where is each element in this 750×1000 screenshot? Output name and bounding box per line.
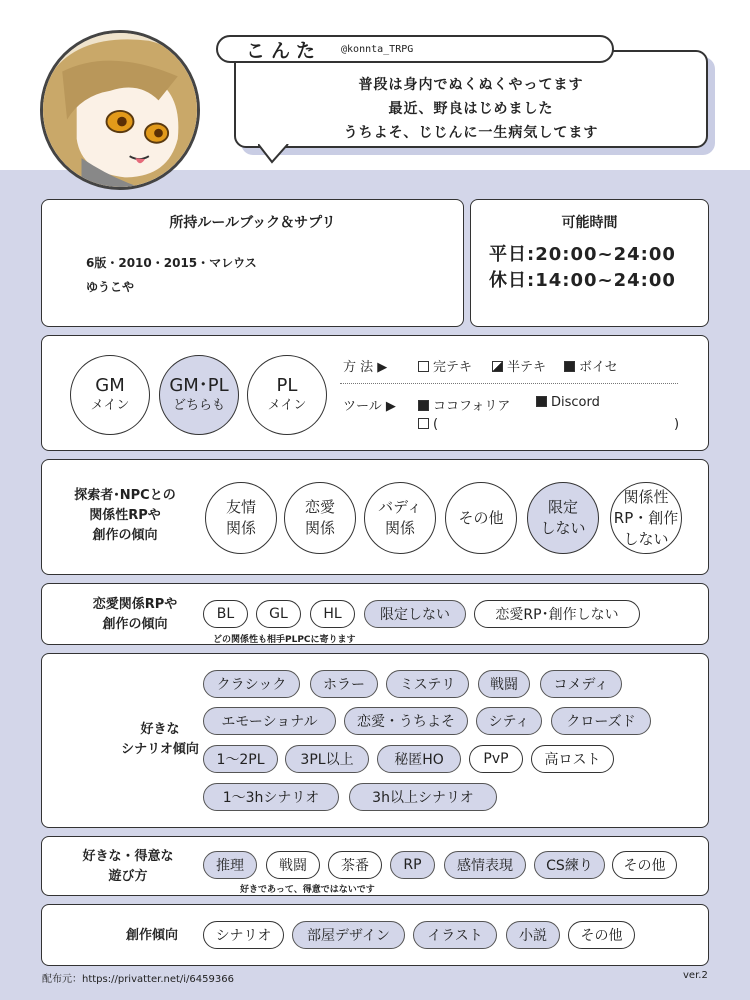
relation-option-4-line-0: 限定	[547, 498, 578, 516]
role-gm-main[interactable]	[70, 355, 150, 435]
method-option-1-label: 半テキ	[507, 360, 547, 375]
divider	[340, 383, 678, 384]
footer-source: 配布元：https://privatter.net/i/6459366	[42, 974, 234, 985]
scenario-option-12[interactable]: PvP	[469, 745, 523, 773]
avatar-portrait-image	[43, 33, 197, 187]
creation-option-4[interactable]: その他	[568, 921, 635, 949]
rulebook-line-1: 6版・2010・2015・マレウス	[86, 256, 257, 270]
relation-option-5[interactable]	[610, 482, 682, 554]
relation-option-2-line-0: バディ	[378, 498, 422, 516]
role-gm-main-bottom: メイン	[90, 398, 130, 413]
scenario-label	[100, 720, 220, 760]
relation-option-4[interactable]	[527, 482, 599, 554]
scenario-option-6[interactable]: 恋愛・うちよそ	[344, 707, 468, 735]
romance-label-2: 創作の傾向	[102, 617, 168, 632]
method-option-2[interactable]	[564, 356, 618, 375]
scenario-option-10[interactable]: 3PL以上	[285, 745, 369, 773]
tool-other-close: )	[674, 417, 680, 432]
romance-option-3[interactable]: 限定しない	[364, 600, 466, 628]
scenario-option-13[interactable]: 高ロスト	[531, 745, 614, 773]
scenario-label-2: シナリオ傾向	[121, 742, 199, 757]
checkbox-half-icon	[492, 361, 503, 372]
method-option-2-label: ボイセ	[579, 360, 618, 375]
scenario-option-1[interactable]: ホラー	[310, 670, 378, 698]
relation-label-1: 探索者･NPCとの	[74, 488, 176, 503]
creation-option-0[interactable]: シナリオ	[203, 921, 284, 949]
speech-line-2: 最近、野良はじめました	[388, 101, 554, 117]
holiday-time: 休日:14:00~24:00	[489, 270, 676, 291]
play-label	[58, 847, 198, 887]
role-gm-main-top: GM	[95, 375, 125, 396]
speech-tail	[258, 144, 292, 164]
scenario-option-15[interactable]: 3h以上シナリオ	[349, 783, 497, 811]
footer-version: ver.2	[683, 970, 708, 981]
method-option-0[interactable]	[418, 356, 472, 375]
relation-option-1[interactable]	[284, 482, 356, 554]
relation-option-0-line-1: 関係	[225, 519, 256, 537]
method-label: 方 法 ▶	[343, 360, 388, 375]
relation-option-2[interactable]	[364, 482, 436, 554]
role-pl-main-top: PL	[276, 375, 298, 396]
play-note: 好きであって、得意ではないです	[240, 885, 375, 895]
checkbox-filled-icon	[418, 400, 429, 411]
relation-option-5-line-1: RP・創作	[613, 508, 679, 527]
rulebook-line-2: ゆうこや	[86, 280, 135, 294]
play-label-1: 好きな・得意な	[82, 849, 174, 864]
scenario-label-1: 好きな	[140, 722, 180, 737]
scenario-option-4[interactable]: コメディ	[540, 670, 622, 698]
romance-option-4[interactable]: 恋愛RP･創作しない	[474, 600, 640, 628]
rulebook-title: 所持ルールブック＆サプリ	[169, 215, 336, 231]
creation-option-3[interactable]: 小説	[506, 921, 560, 949]
romance-label-1: 恋愛関係RPや	[92, 597, 178, 612]
romance-note: どの関係性も相手PLPCに寄ります	[213, 635, 356, 645]
time-title: 可能時間	[561, 215, 618, 231]
creation-option-1[interactable]: 部屋デザイン	[292, 921, 405, 949]
play-option-2[interactable]: 茶番	[328, 851, 382, 879]
relation-label	[60, 486, 190, 546]
checkbox-filled-icon	[536, 396, 547, 407]
scenario-option-3[interactable]: 戦闘	[478, 670, 530, 698]
role-both-bottom: どちらも	[172, 398, 225, 413]
relation-option-5-line-2: しない	[623, 529, 669, 548]
tool-label: ツール ▶	[343, 399, 396, 414]
relation-option-4-line-1: しない	[540, 519, 586, 537]
romance-label	[65, 595, 205, 635]
play-option-0[interactable]: 推理	[203, 851, 257, 879]
weekday-time: 平日:20:00~24:00	[489, 244, 676, 265]
relation-option-3[interactable]	[445, 482, 517, 554]
relation-option-1-line-0: 恋愛	[304, 498, 335, 516]
creation-label: 創作傾向	[125, 928, 178, 943]
scenario-option-2[interactable]: ミステリ	[386, 670, 469, 698]
role-pl-main-bottom: メイン	[267, 398, 307, 413]
romance-option-0[interactable]: BL	[203, 600, 248, 628]
scenario-option-0[interactable]: クラシック	[203, 670, 300, 698]
scenario-option-14[interactable]: 1～3hシナリオ	[203, 783, 339, 811]
scenario-option-11[interactable]: 秘匿HO	[377, 745, 461, 773]
name-tab	[216, 35, 614, 63]
speech-bubble	[234, 50, 708, 148]
checkbox-filled-icon	[564, 361, 575, 372]
tool-option-0-label: ココフォリア	[433, 399, 511, 414]
speech-line-3: うちよそ、じじんに一生病気してます	[343, 125, 599, 141]
romance-option-2[interactable]: HL	[310, 600, 355, 628]
relation-label-2: 関係性RPや	[89, 508, 161, 523]
tool-other-open: (	[433, 417, 439, 432]
relation-label-3: 創作の傾向	[92, 528, 158, 543]
play-option-4[interactable]: 感情表現	[444, 851, 526, 879]
scenario-option-8[interactable]: クローズド	[551, 707, 651, 735]
scenario-option-7[interactable]: シティ	[476, 707, 542, 735]
role-both[interactable]	[159, 355, 239, 435]
relation-option-3-line-0: その他	[458, 508, 504, 527]
scenario-option-9[interactable]: 1～2PL	[203, 745, 278, 773]
profile-handle: @konnta_TRPG	[341, 43, 414, 55]
checkbox-empty-icon	[418, 361, 429, 372]
tool-option-1-label: Discord	[551, 395, 600, 410]
method-option-0-label: 完テキ	[433, 360, 473, 375]
play-option-1[interactable]: 戦闘	[266, 851, 320, 879]
relation-option-0-line-0: 友情	[225, 498, 256, 516]
role-pl-main[interactable]	[247, 355, 327, 435]
relation-option-0[interactable]	[205, 482, 277, 554]
tool-other[interactable]	[418, 417, 438, 432]
avatar	[40, 30, 200, 190]
tool-option-0[interactable]	[418, 395, 510, 414]
play-option-5[interactable]: CS練り	[534, 851, 605, 879]
profile-name: こんた	[246, 39, 322, 62]
relation-option-1-line-1: 関係	[304, 519, 335, 537]
method-option-1[interactable]	[492, 356, 546, 375]
play-option-6[interactable]: その他	[612, 851, 677, 879]
tool-option-1[interactable]	[536, 395, 600, 410]
play-label-2: 遊び方	[108, 869, 148, 884]
play-option-3[interactable]: RP	[390, 851, 435, 879]
speech-line-1: 普段は身内でぬくぬくやってます	[358, 77, 584, 93]
scenario-option-5[interactable]: エモーショナル	[203, 707, 336, 735]
relation-option-2-line-1: 関係	[384, 519, 415, 537]
role-both-top: GM･PL	[169, 375, 229, 396]
creation-option-2[interactable]: イラスト	[413, 921, 497, 949]
rulebook-panel	[41, 199, 464, 327]
romance-option-1[interactable]: GL	[256, 600, 301, 628]
relation-option-5-line-0: 関係性	[623, 487, 669, 506]
time-panel	[470, 199, 709, 327]
checkbox-empty-icon	[418, 418, 429, 429]
